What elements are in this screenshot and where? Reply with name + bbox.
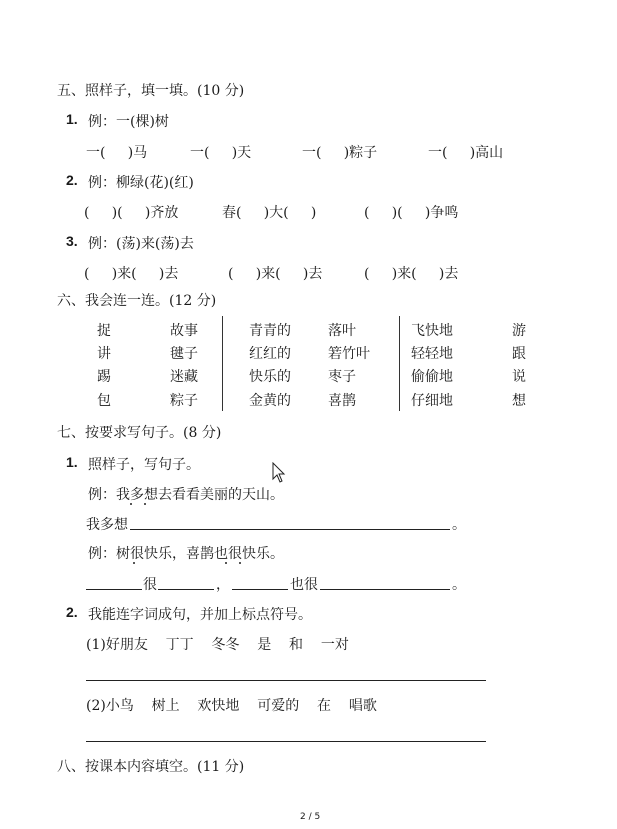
- match-right-item[interactable]: 游: [512, 323, 526, 339]
- q2-label: 2.: [66, 172, 78, 188]
- q3-example: 例：(荡)来(荡)去: [88, 236, 194, 252]
- q3-item-2: ( )来( )去: [228, 266, 323, 282]
- match-right-item[interactable]: 想: [512, 393, 526, 409]
- s7-q1-prompt: 照样子，写句子。: [88, 457, 200, 473]
- match-right-item[interactable]: 粽子: [170, 393, 198, 409]
- answer-line[interactable]: [86, 589, 142, 590]
- emphasis-dot: [225, 562, 227, 564]
- emphasis-dot: [133, 562, 135, 564]
- q2-item-3: ( )( )争鸣: [364, 205, 459, 221]
- s7-q1-example-1: 例：我多想去看看美丽的天山。: [88, 487, 284, 503]
- answer-line[interactable]: [86, 741, 486, 742]
- section-8-title: 八、按课本内容填空。(11 分): [57, 759, 245, 775]
- s7-fill-2-end: 。: [452, 577, 466, 593]
- match-left-item[interactable]: 仔细地: [411, 393, 453, 409]
- answer-line[interactable]: [320, 589, 450, 590]
- answer-line[interactable]: [130, 529, 450, 530]
- emphasis-dot: [130, 503, 132, 505]
- s7-fill-2-yehen: 也很: [290, 577, 318, 593]
- match-left-item[interactable]: 踢: [97, 369, 111, 385]
- q1-item-4: 一( )高山: [428, 145, 504, 161]
- section-6-title: 六、我会连一连。(12 分): [57, 293, 217, 309]
- emphasis-dot: [239, 562, 241, 564]
- match-left-item[interactable]: 捉: [97, 323, 111, 339]
- q2-item-1: ( )( )齐放: [84, 205, 179, 221]
- match-left-item[interactable]: 轻轻地: [411, 346, 453, 362]
- section-5-title: 五、照样子，填一填。(10 分): [57, 83, 245, 99]
- q1-label: 1.: [66, 111, 78, 127]
- q1-item-2: 一( )天: [190, 145, 252, 161]
- s7-q2-prompt: 我能连字词成句，并加上标点符号。: [88, 607, 312, 623]
- s7-fill-2-hen: 很: [143, 577, 157, 593]
- q2-item-2: 春( )大( ): [222, 205, 317, 221]
- match-left-item[interactable]: 偷偷地: [411, 369, 453, 385]
- match-left-item[interactable]: 红红的: [249, 346, 291, 362]
- s7-q2-item-1: (1)好朋友 丁丁 冬冬 是 和 一对: [86, 637, 349, 653]
- q1-example: 例：一(棵)树: [88, 114, 169, 130]
- q2-example: 例：柳绿(花)(红): [88, 175, 194, 191]
- match-right-item[interactable]: 跟: [512, 346, 526, 362]
- answer-line[interactable]: [158, 589, 214, 590]
- emphasis-dot: [144, 503, 146, 505]
- answer-line[interactable]: [86, 680, 486, 681]
- s7-fill-1-end: 。: [452, 517, 466, 533]
- page-number: 2 / 5: [300, 812, 321, 822]
- match-right-item[interactable]: 喜鹊: [328, 393, 356, 409]
- match-right-item[interactable]: 故事: [170, 323, 198, 339]
- match-right-item[interactable]: 箬竹叶: [328, 346, 370, 362]
- match-right-item[interactable]: 毽子: [170, 346, 198, 362]
- s7-q1-example-2: 例：树很快乐，喜鹊也很快乐。: [88, 546, 284, 562]
- section-7-title: 七、按要求写句子。(8 分): [57, 425, 222, 441]
- s7-fill-1-prefix: 我多想: [86, 517, 128, 533]
- match-right-item[interactable]: 落叶: [328, 323, 356, 339]
- match-left-item[interactable]: 青青的: [249, 323, 291, 339]
- match-right-item[interactable]: 迷藏: [170, 369, 198, 385]
- match-left-item[interactable]: 金黄的: [249, 393, 291, 409]
- match-right-item[interactable]: 说: [512, 369, 526, 385]
- column-divider: [399, 316, 400, 411]
- match-left-item[interactable]: 讲: [97, 346, 111, 362]
- q3-label: 3.: [66, 233, 78, 249]
- q1-item-3: 一( )粽子: [302, 145, 378, 161]
- q3-item-1: ( )来( )去: [84, 266, 179, 282]
- q3-item-3: ( )来( )去: [364, 266, 459, 282]
- s7-fill-2-comma: ，: [216, 577, 230, 593]
- match-right-item[interactable]: 枣子: [328, 369, 356, 385]
- q1-item-1: 一( )马: [86, 145, 148, 161]
- column-divider: [222, 316, 223, 411]
- s7-q2-item-2: (2)小鸟 树上 欢快地 可爱的 在 唱歌: [86, 698, 377, 714]
- match-left-item[interactable]: 快乐的: [249, 369, 291, 385]
- mouse-cursor-icon: [272, 462, 286, 484]
- answer-line[interactable]: [232, 589, 288, 590]
- match-left-item[interactable]: 包: [97, 393, 111, 409]
- s7-q1-label: 1.: [66, 454, 78, 470]
- s7-q2-label: 2.: [66, 604, 78, 620]
- match-left-item[interactable]: 飞快地: [411, 323, 453, 339]
